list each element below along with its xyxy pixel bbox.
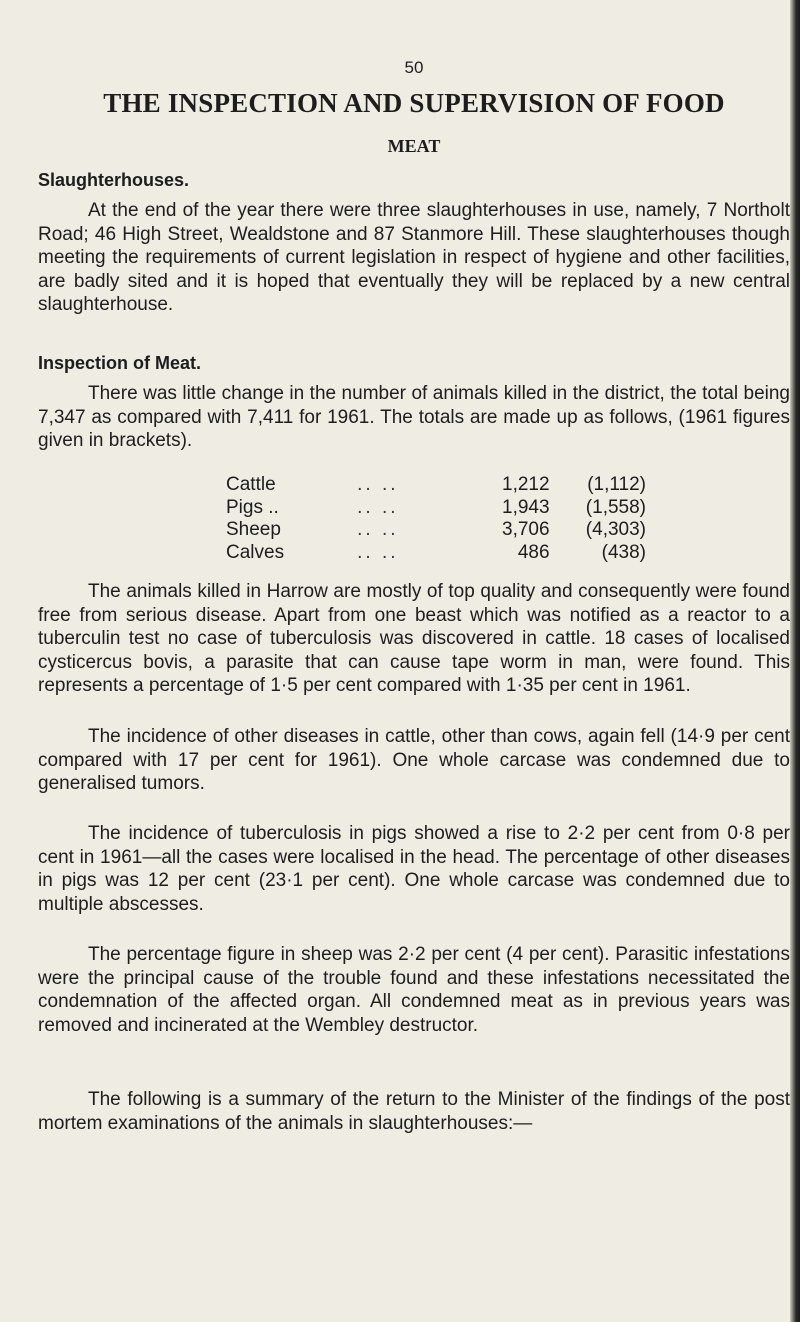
animal-count: 1,212	[502, 474, 550, 495]
slaughterhouses-paragraph: At the end of the year there were three slaughterhouses in use, namely, 7 Northolt Road; 46 High Street, Wealdstone and 87 Stanmore Hill. These slaughterhouses though meeting the requirements of current legislation in respect of hygiene and other facilities, are badly sited and it is hoped that eventually they will be replaced by a new central slaughterhouse.	[38, 200, 790, 315]
summary-intro-paragraph: The following is a summary of the return to the Minister of the findings of the post mortem examinations of the animals in slaughterhouses:—	[38, 1089, 790, 1134]
inspection-heading: Inspection of Meat.	[38, 353, 202, 373]
animals-killed-table	[226, 474, 646, 564]
leader-dots: .. ..	[357, 541, 399, 563]
animal-count: 486	[517, 541, 550, 563]
previous-year-count: (1,112)	[587, 474, 646, 495]
cattle-findings-paragraph: The animals killed in Harrow are mostly of top quality and consequently were found free from serious disease. Apart from one beast which was notified as a reactor to a tuberculin test no case of tuberculosis was discovered in cattle. 18 cases of localised cysticercus bovis, a parasite that can cause tape worm in man, were found. This represents a percentage of 1·5 per cent compared with 1·35 per cent in 1961.	[38, 581, 790, 696]
page-title: THE INSPECTION AND SUPERVISION OF FOOD	[103, 88, 725, 118]
inspection-intro-paragraph: There was little change in the number of animals killed in the district, the total being 7,347 as compared with 7,411 for 1961. The totals are made up as follows, (1961 figures given in brackets).	[38, 383, 790, 451]
leader-dots: .. ..	[357, 474, 399, 495]
table-row	[226, 519, 646, 542]
page-edge-shadow	[790, 0, 800, 1322]
pigs-paragraph: The incidence of tuberculosis in pigs showed a rise to 2·2 per cent from 0·8 per cent in 1961—all the cases were localised in the head. The percentage of other diseases in pigs was 12 per cent (23·1 per cent). One whole carcase was condemned due to multiple abscesses.	[38, 823, 790, 915]
slaughterhouses-heading: Slaughterhouses.	[38, 170, 190, 190]
other-diseases-paragraph: The incidence of other diseases in cattle, other than cows, again fell (14·9 per cent compared with 17 per cent for 1961). One whole carcase was condemned due to generalised tumors.	[38, 726, 790, 794]
previous-year-count: (1,558)	[585, 496, 646, 518]
page-number: 50	[404, 58, 424, 77]
animal-count: 3,706	[502, 519, 550, 540]
leader-dots: .. ..	[357, 496, 399, 518]
sheep-paragraph: The percentage figure in sheep was 2·2 per cent (4 per cent). Parasitic infestations were the principal cause of the trouble found and these infestations necessitated the condemnation of the affected organ. All condemned meat as in previous years was removed and incinerated at the Wembley destructor.	[38, 944, 790, 1036]
animal-name: Pigs ..	[226, 496, 279, 518]
animal-name: Calves	[226, 541, 285, 563]
table-row	[226, 542, 646, 565]
previous-year-count: (4,303)	[585, 519, 646, 540]
animal-name: Cattle	[226, 474, 276, 495]
animal-name: Sheep	[226, 519, 281, 540]
animal-count: 1,943	[502, 496, 550, 518]
table-row	[226, 497, 646, 520]
table-row	[226, 474, 646, 497]
previous-year-count: (438)	[601, 541, 646, 563]
leader-dots: .. ..	[357, 519, 399, 540]
section-subtitle: MEAT	[387, 136, 441, 156]
